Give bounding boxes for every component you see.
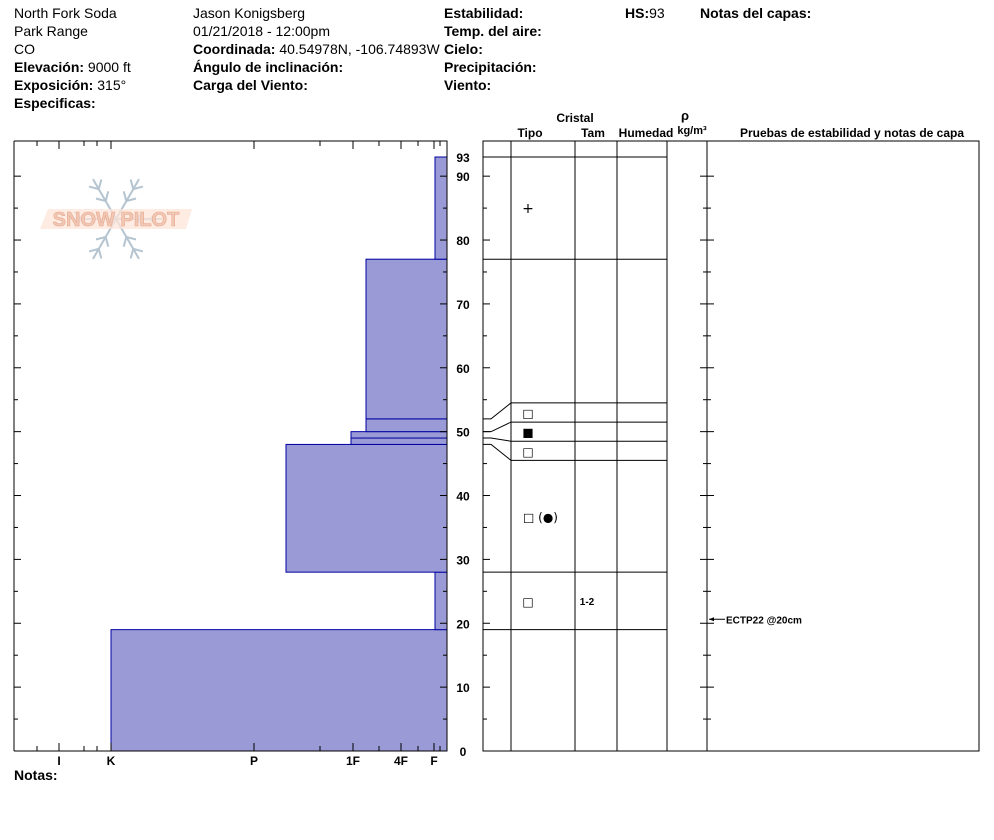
air-temp-label: Temp. del aire: xyxy=(444,23,542,39)
col-density-unit: kg/m³ xyxy=(677,125,707,137)
notes-label: Notas: xyxy=(14,767,58,783)
hardness-layer-bar xyxy=(351,438,447,444)
grain-type-symbol: □ xyxy=(522,594,534,609)
depth-tick-label: 70 xyxy=(456,297,470,312)
col-cristal: Cristal xyxy=(556,111,594,125)
aspect-label: Exposición: xyxy=(14,77,94,93)
hardness-tick-label: 1F xyxy=(345,754,361,768)
logo-text: SNOW PILOT xyxy=(52,209,180,231)
hardness-layer-bar xyxy=(351,432,447,438)
col-rho: ρ xyxy=(680,108,690,123)
grain-type-symbol: □ xyxy=(522,406,534,421)
table-frame xyxy=(483,141,979,751)
grain-size: 1-2 xyxy=(579,596,595,608)
layer-notes-label: Notas del capas: xyxy=(700,5,812,21)
grain-type-symbol: + xyxy=(522,201,534,218)
aspect-value: 315° xyxy=(97,77,127,93)
depth-tick-label: 0 xyxy=(459,745,467,759)
hardness-layer-bar xyxy=(111,630,447,751)
hardness-tick-label: 4F xyxy=(393,754,409,768)
hardness-tick-label: F xyxy=(430,754,438,768)
grain-type-symbol: ■ xyxy=(522,425,534,440)
depth-tick-label: 40 xyxy=(456,489,470,504)
location-name: North Fork Soda xyxy=(14,5,117,21)
observer: Jason Konigsberg xyxy=(193,5,306,21)
depth-tick-label: 20 xyxy=(456,617,470,632)
depth-tick-label: 80 xyxy=(456,234,470,249)
specifics-label: Especificas: xyxy=(14,95,96,111)
depth-tick-label: 50 xyxy=(456,425,470,440)
elevation-label: Elevación: xyxy=(14,59,85,75)
precip-label: Precipitación: xyxy=(444,59,537,75)
hardness-layer-bar xyxy=(286,444,447,572)
range-name: Park Range xyxy=(14,23,88,39)
incline-label: Ángulo de inclinación: xyxy=(193,59,344,75)
hardness-layers xyxy=(111,157,447,751)
hs-label: HS: xyxy=(625,5,650,21)
hardness-layer-bar xyxy=(435,572,447,629)
hardness-tick-label: P xyxy=(249,754,259,768)
hardness-layer-bar xyxy=(366,259,447,419)
depth-tick-label: 93 xyxy=(456,151,470,165)
stability-label: Estabilidad: xyxy=(444,5,524,21)
layer-table xyxy=(483,141,979,751)
col-humedad: Humedad xyxy=(618,126,674,140)
depth-tick-label: 10 xyxy=(456,681,470,696)
depth-tick-label: 30 xyxy=(456,553,470,568)
wind-label: Viento: xyxy=(444,77,492,93)
col-tam: Tam xyxy=(581,126,605,140)
coord-label: Coordinada: xyxy=(193,41,276,57)
col-tipo: Tipo xyxy=(517,126,543,140)
datetime: 01/21/2018 - 12:00pm xyxy=(193,23,330,39)
hardness-tick-label: I xyxy=(57,754,61,768)
layer-table-header xyxy=(517,108,964,140)
grain-type-symbol: □ xyxy=(522,444,534,459)
grain-type-symbol: □ (●) xyxy=(523,510,558,525)
test-result: ECTP22 @20cm xyxy=(726,615,802,627)
depth-tick-label: 90 xyxy=(456,170,470,185)
elevation-value: 9000 ft xyxy=(87,59,131,75)
wind-load-label: Carga del Viento: xyxy=(193,77,308,93)
col-tests: Pruebas de estabilidad y notas de capa xyxy=(739,126,965,140)
hs-value: 93 xyxy=(649,5,665,21)
depth-tick-label: 60 xyxy=(456,361,470,376)
coord-value: 40.54978N, -106.74893W xyxy=(279,41,440,57)
hardness-layer-bar xyxy=(366,419,447,432)
snowpilot-logo xyxy=(40,179,192,259)
hardness-tick-label: K xyxy=(106,754,116,768)
sky-label: Cielo: xyxy=(444,41,483,57)
state-name: CO xyxy=(14,41,35,57)
test-pointer-arrow xyxy=(709,617,714,621)
